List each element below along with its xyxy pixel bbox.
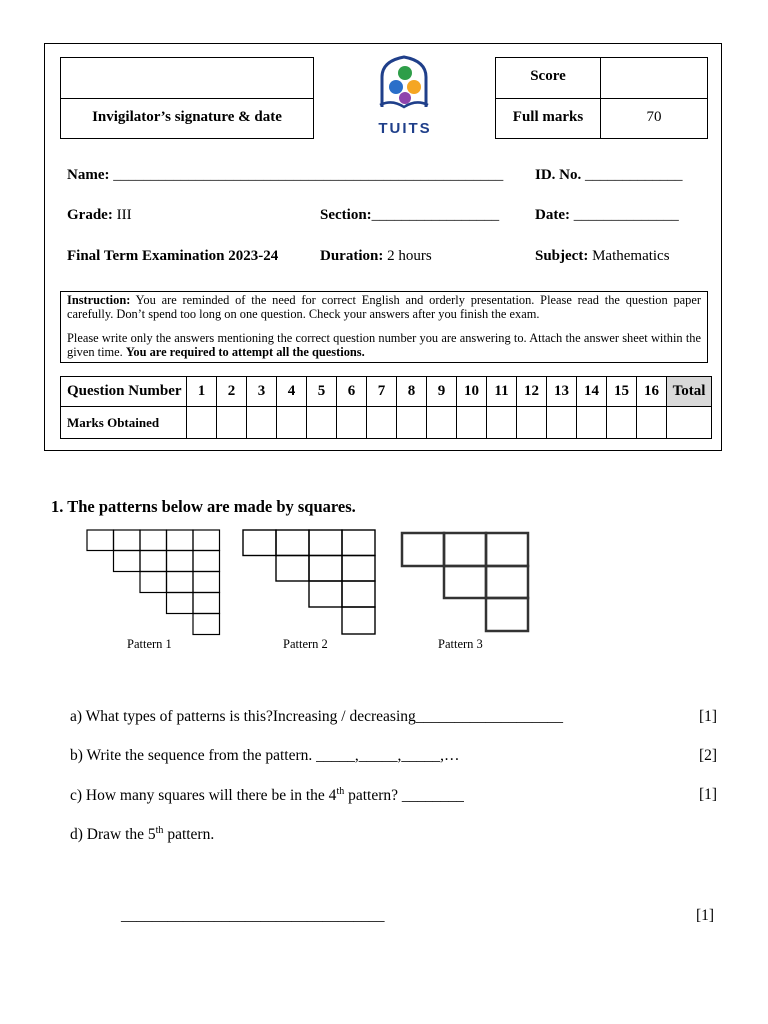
pattern-2-figure [242,529,378,636]
section-label: Section: [320,207,372,223]
grade-label: Grade: [67,207,113,223]
marks-cell[interactable] [337,407,367,439]
full-marks-value: 70 [646,109,662,125]
marks-cell[interactable] [397,407,427,439]
duration-label: Duration: [320,248,384,264]
question-1a-marks: [1] [699,708,718,725]
instruction-para-2 [67,331,701,359]
pattern-3-figure [400,531,532,633]
question-number-cell: 14 [577,377,607,407]
grade-value: III [116,207,132,223]
marks-obtained-row [61,407,712,439]
name-label: Name: [67,167,110,183]
question-number-cell: 9 [427,377,457,407]
score-value-box[interactable] [600,57,708,99]
marks-cell[interactable] [427,407,457,439]
marks-cell[interactable] [487,407,517,439]
question-1d-text-post: pattern. [163,826,215,844]
question-number-cell: 1 [187,377,217,407]
grade-field [67,207,132,224]
marks-cell[interactable] [367,407,397,439]
question-number-cell: 2 [217,377,247,407]
question-1d-marks: [1] [696,907,715,924]
question-number-cell: 12 [517,377,547,407]
question-1c-text-post: pattern? ________ [344,787,464,805]
instruction-text-2: Please write only the answers mentioning the correct question number you are answering to. Attach the answer sheet within the given time. [67,331,701,359]
question-1a: a) What types of patterns is this?Increasing / decreasing___________________ [70,708,564,725]
exam-title: Final Term Examination 2023-24 [67,248,279,264]
question-number-cell: 11 [487,377,517,407]
date-label: Date: [535,207,570,223]
question-1c-marks: [1] [699,786,718,803]
instruction-box [60,291,708,363]
invigilator-signature-box[interactable] [60,57,314,99]
marks-cell[interactable] [307,407,337,439]
marks-cell[interactable] [547,407,577,439]
marks-cell[interactable] [517,407,547,439]
duration-field [320,248,432,265]
question-1d [70,825,214,844]
invigilator-label: Invigilator’s signature & date [92,109,282,125]
question-number-cell: 8 [397,377,427,407]
duration-value: 2 hours [387,248,432,264]
question-number-cell: 13 [547,377,577,407]
question-1d-sup: th [155,825,164,836]
question-1b-marks: [2] [699,747,718,764]
id-blank: _____________ [585,167,683,183]
marks-cell[interactable] [457,407,487,439]
question-number-cell: 6 [337,377,367,407]
marks-obtained-label: Marks Obtained [61,407,187,439]
question-1b: b) Write the sequence from the pattern. _____,_____,_____,… [70,747,460,764]
question-number-row [61,377,712,407]
marks-cell[interactable] [247,407,277,439]
question-1c-sup: th [336,786,345,797]
question-number-cell: 5 [307,377,337,407]
id-field[interactable] [535,167,683,184]
question-1d-text: d) Draw the 5 [70,826,156,844]
score-label: Score [530,68,566,84]
pattern-1-figure [86,529,222,636]
question-number-cell: 7 [367,377,397,407]
marks-cell[interactable] [277,407,307,439]
logo-text: TUITS [378,120,432,137]
marks-cell[interactable] [637,407,667,439]
section-blank: _________________ [371,207,500,223]
subject-field [535,248,670,265]
full-marks-label: Full marks [512,109,584,125]
pattern-2-label: Pattern 2 [283,637,328,651]
question-number-cell: 4 [277,377,307,407]
date-field[interactable] [535,207,679,224]
question-number-cell: 16 [637,377,667,407]
marks-table [60,376,712,439]
tuits-logo-icon [372,55,436,113]
pattern-1-label: Pattern 1 [127,637,172,651]
marks-cell[interactable] [187,407,217,439]
id-label: ID. No. [535,167,582,183]
pattern-3-label: Pattern 3 [438,637,483,651]
instruction-para-1 [67,293,701,321]
name-blank: ____________________________________________________ [113,167,504,183]
subject-value: Mathematics [592,248,670,264]
question-number-cell: 15 [607,377,637,407]
total-header: Total [667,377,712,407]
question-1c-text: c) How many squares will there be in the 4 [70,787,337,805]
subject-label: Subject: [535,248,589,264]
date-blank: ______________ [573,207,679,223]
marks-cell[interactable] [577,407,607,439]
marks-cell[interactable] [607,407,637,439]
marks-cell[interactable] [217,407,247,439]
question-1d-answer-line[interactable]: __________________________________ [121,907,385,924]
question-1c [70,786,464,805]
instruction-text-1: You are reminded of the need for correct English and orderly presentation. Please read the question paper carefully. Don’t spend too long on one question. Check your answers after you finish the exam. [67,293,701,321]
name-field[interactable] [67,167,503,184]
instruction-label: Instruction: [67,293,131,307]
section-field[interactable] [320,207,499,224]
question-number-label: Question Number [61,377,187,407]
total-cell[interactable] [667,407,712,439]
question-1-title: 1. The patterns below are made by squares. [51,497,356,516]
instruction-text-2-bold: You are required to attempt all the questions. [125,345,365,359]
question-number-cell: 3 [247,377,277,407]
question-number-cell: 10 [457,377,487,407]
